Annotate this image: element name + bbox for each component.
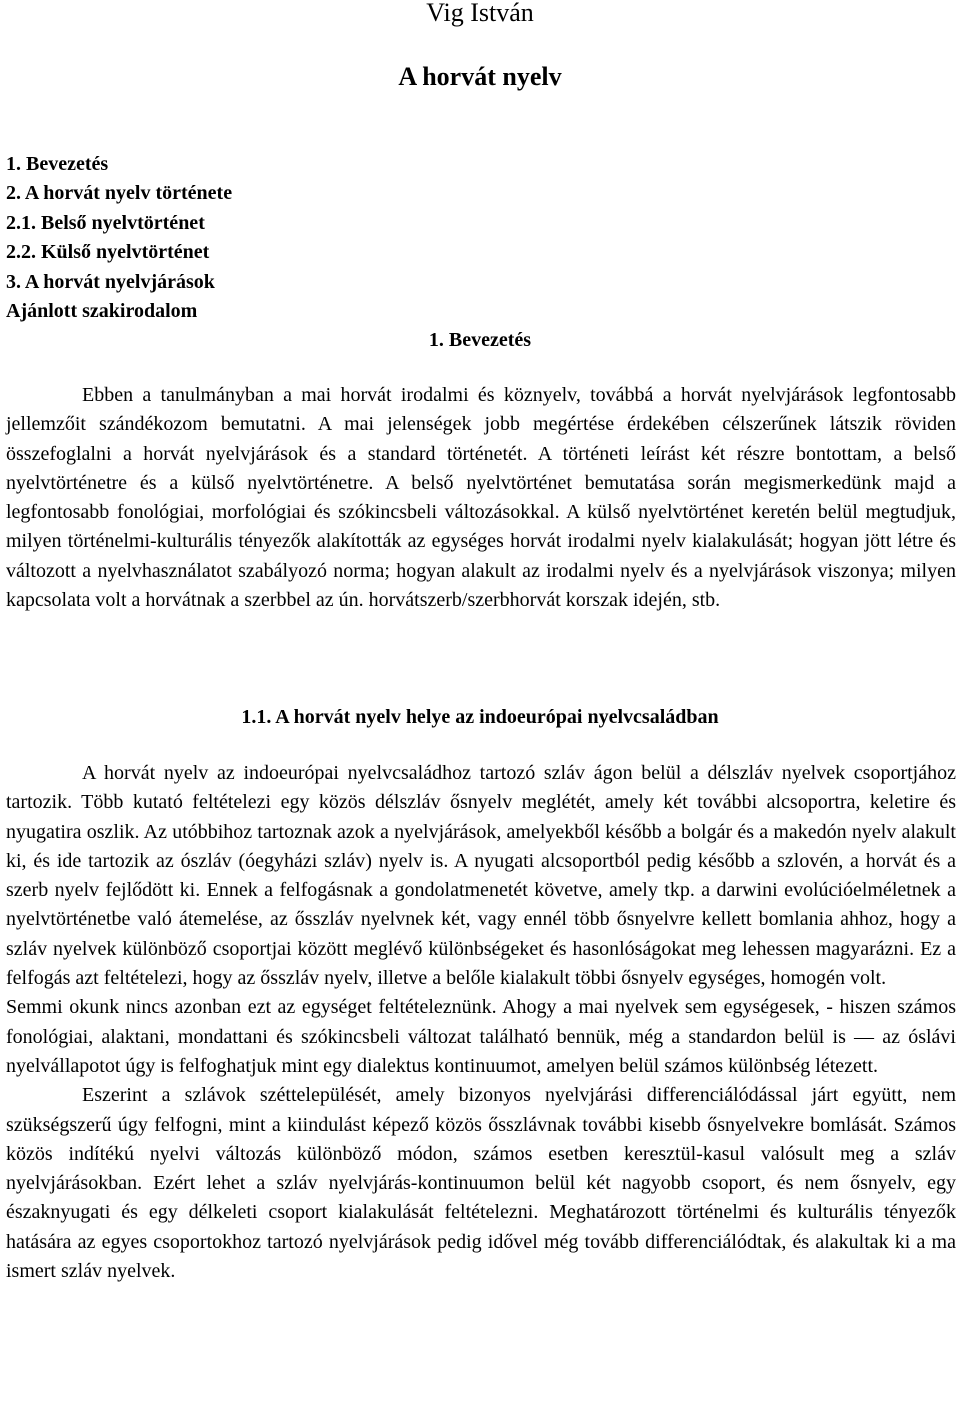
author-name: Vig István <box>426 0 534 27</box>
section-heading-1-1: 1.1. A horvát nyelv helye az indoeurópai nyelvcsaládban <box>241 706 719 728</box>
toc-item: Ajánlott szakirodalom <box>6 300 198 323</box>
paragraph: Semmi okunk nincs azonban ezt az egységet feltételeznünk. Ahogy a mai nyelvek sem egységesek, - hiszen számos fonológiai, alaktani, mondattani és szókincsbeli változat található bennük, még a standardon belül is — az óslávi nyelvállapotot úgy is felfoghatjuk mint egy dialektus kontinuumot, amelyen belül számos különbség létezett. <box>6 996 956 1077</box>
toc-item: 2.2. Külső nyelvtörténet <box>6 241 210 264</box>
paragraph: A horvát nyelv az indoeurópai nyelvcsaládhoz tartozó szláv ágon belül a délszláv nyelvek csoportjához tartozik. Több kutató feltételezi egy közös délszláv ősnyelv meglétét, amely két további alcsoportra, keletire és nyugatira oszlik. Az utóbbihoz tartoznak azok a nyelvjárások, amelyekből később a bolgár és a makedón nyelv alakult ki, és ide tartozik az ószláv (óegyházi szláv) nyelv is. A nyugati alcsoportból pedig később a szlovén, a horvát és a szerb nyelv fejlődött ki. Ennek a felfogásnak a gondolatmenetét követve, amely tkp. a darwini evolúcióelméletnek a nyelvtörténetbe való átemelése, az ősszláv nyelvnek két, vagy ennél több ősnyelvre kellett bomlania ahhoz, hogy a szláv nyelvek különböző csoportjai között meglévő különbségeket és hasonlóságokat meg lehessen magyarázni. Ez a felfogás azt feltételezi, hogy az ősszláv nyelv, illetve a belőle kialakult többi ősnyelv egységes, homogén volt. <box>6 762 956 990</box>
paragraph: Eszerint a szlávok széttelepülését, amely bizonyos nyelvjárási differenciálódással járt együtt, nem szükségszerű úgy felfogni, mint a kiindulást képező közös ősszlávnak további kisebb ősnyelvekre bomlását. Számos közös indítékú nyelvi változás különböző módon, számos esetben keresztül-kasul valósult meg a szláv nyelvjárásokban. Ezért lehet a szláv nyelvjárás-kontinuumon belül két nagyobb csoport, és nem ősnyelv, egy északnyugati és egy délkeleti csoport kialakulását feltételezni. Meghatározott történelmi és kulturális tényezők hatására az egyes csoportokhoz tartozó nyelvjárások pedig idővel még tovább differenciálódtak, és alakultak ki a ma ismert szláv nyelvek. <box>6 1084 956 1283</box>
toc-item: 2. A horvát nyelv története <box>6 182 233 205</box>
section-heading-intro: 1. Bevezetés <box>428 329 532 351</box>
section-1-1-body <box>6 759 956 1286</box>
toc-item: 2.1. Belső nyelvtörténet <box>6 211 205 234</box>
document-title: A horvát nyelv <box>398 62 562 91</box>
intro-block <box>6 381 956 615</box>
table-of-contents <box>6 150 232 326</box>
toc-item: 1. Bevezetés <box>6 153 109 175</box>
intro-paragraph: Ebben a tanulmányban a mai horvát irodalmi és köznyelv, továbbá a horvát nyelvjárások legfontosabb jellemzőit szándékozom bemutatni. A mai jelenségek jobb megértése érdekében célszerűnek látszik röviden összefoglalni a horvát nyelvjárások és a standard történetét. A történeti leírást két részre bontottam, a belső nyelvtörténetre és a külső nyelvtörténetre. A belső nyelvtörténet bemutatása során megismerkedünk majd a legfontosabb fonológiai, morfológiai és szókincsbeli változásokkal. A külső nyelvtörténet keretén belül megtudjuk, milyen történelmi-kulturális tényezők alakították az egységes horvát irodalmi nyelv kialakulását; hogyan jött létre és változott a nyelvhasználatot szabályozó norma; hogyan alakult az irodalmi nyelv és a nyelvjárások viszonya; milyen kapcsolata volt a horvátnak a szerbbel az ún. horvátszerb/szerbhorvát korszak idején, stb. <box>6 384 956 612</box>
toc-item: 3. A horvát nyelvjárások <box>6 270 215 293</box>
